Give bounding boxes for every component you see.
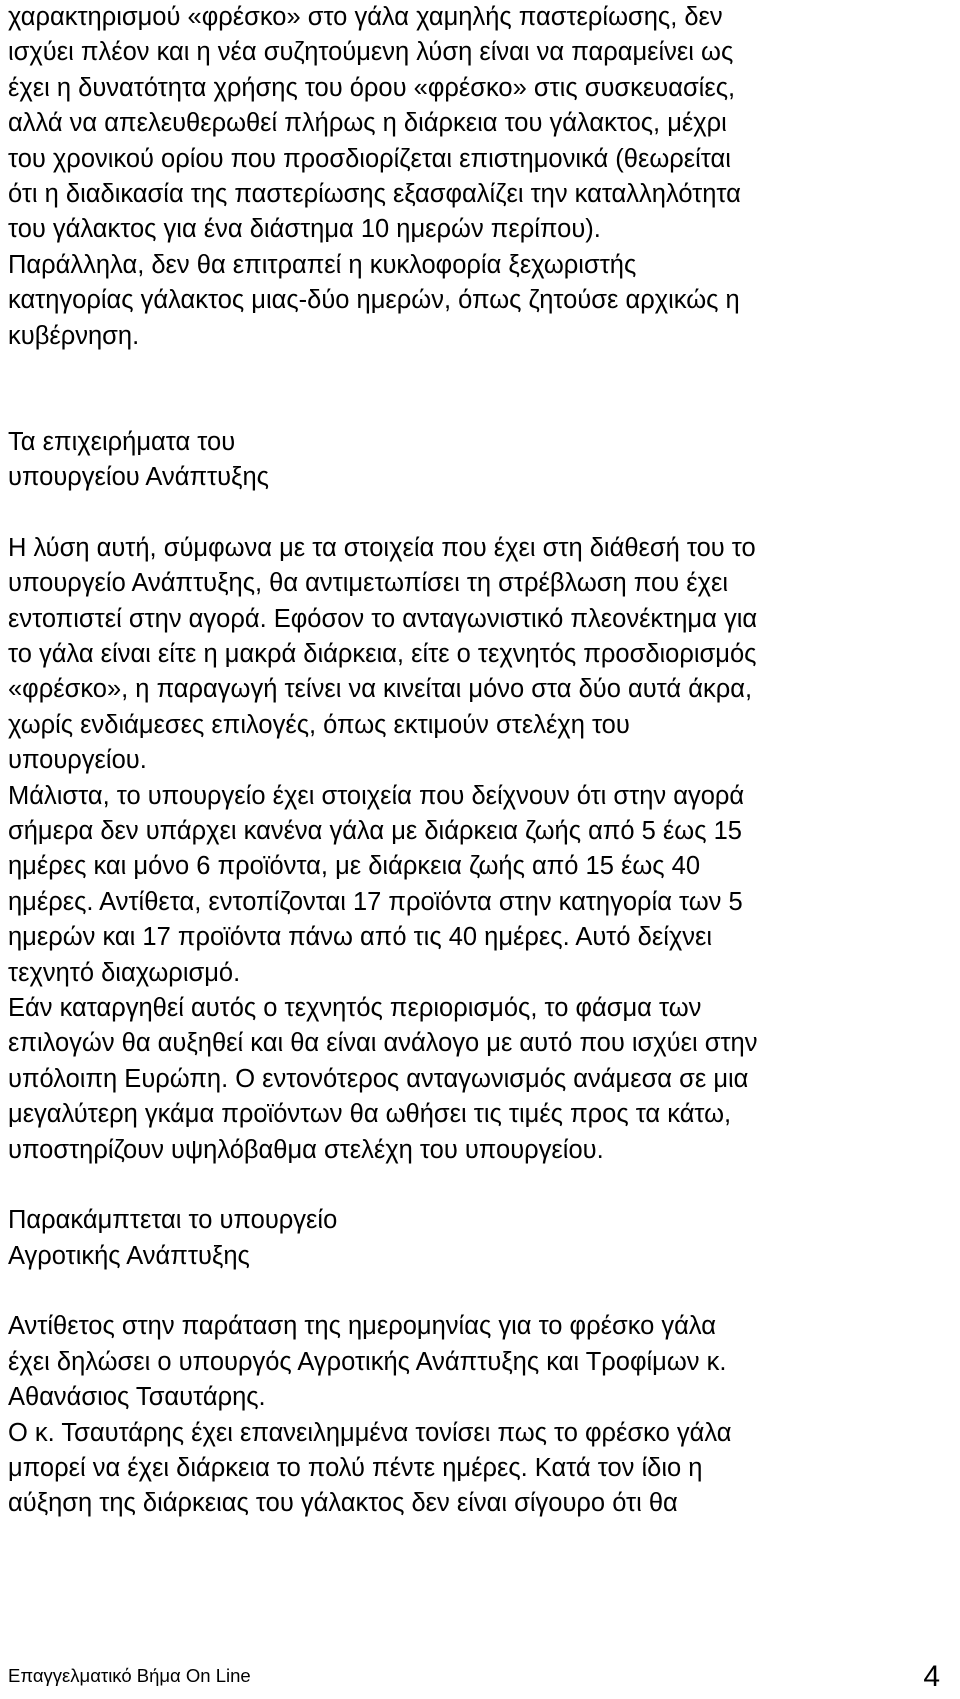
text-line: ότι η διαδικασία της παστερίωσης εξασφαλίζει την καταλληλότητα: [8, 179, 741, 208]
text-line: Εάν καταργηθεί αυτός ο τεχνητός περιορισμός, το φάσμα των: [8, 993, 702, 1022]
text-line: κατηγορίας γάλακτος μιας-δύο ημερών, όπως ζητούσε αρχικώς η: [8, 286, 740, 315]
footer-publication-name: Επαγγελματικό Βήμα On Line: [8, 1665, 251, 1686]
section-heading: [8, 425, 952, 496]
body-paragraph: [8, 1309, 952, 1521]
body-paragraph: [8, 0, 952, 354]
text-line: ημέρες και μόνο 6 προϊόντα, με διάρκεια ζωής από 15 έως 40: [8, 852, 701, 881]
text-line: αύξηση της διάρκειας του γάλακτος δεν είναι σίγουρο ότι θα: [8, 1489, 678, 1518]
text-line: «φρέσκο», η παραγωγή τείνει να κινείται μόνο στα δύο αυτά άκρα,: [8, 675, 753, 704]
text-line: χαρακτηρισμού «φρέσκο» στο γάλα χαμηλής παστερίωσης, δεν: [8, 3, 723, 31]
text-line: ισχύει πλέον και η νέα συζητούμενη λύση είναι να παραμείνει ως: [8, 38, 734, 67]
text-line: υπουργείο Ανάπτυξης, θα αντιμετωπίσει τη στρέβλωση που έχει: [8, 569, 729, 598]
text-line: Αθανάσιος Τσαυτάρης.: [8, 1383, 266, 1412]
text-line: του γάλακτος για ένα διάστημα 10 ημερών περίπου).: [8, 215, 601, 244]
text-line: του χρονικού ορίου που προσδιορίζεται επιστημονικά (θεωρείται: [8, 144, 731, 173]
spacer: [8, 354, 952, 389]
heading-line: υπουργείου Ανάπτυξης: [8, 463, 269, 492]
heading-line: Τα επιχειρήματα του: [8, 427, 236, 456]
text-line: Αντίθετος στην παράταση της ημερομηνίας για το φρέσκο γάλα: [8, 1312, 716, 1341]
page-footer: [8, 1655, 952, 1699]
spacer: [8, 1168, 952, 1203]
text-line: αλλά να απελευθερωθεί πλήρως η διάρκεια του γάλακτος, μέχρι: [8, 109, 727, 138]
text-line: μπορεί να έχει διάρκεια το πολύ πέντε ημέρες. Κατά τον ίδιο η: [8, 1454, 703, 1483]
body-paragraph: [8, 531, 952, 1168]
text-line: ημέρες. Αντίθετα, εντοπίζονται 17 προϊόντα στην κατηγορία των 5: [8, 887, 743, 916]
spacer: [8, 495, 952, 530]
text-line: έχει η δυνατότητα χρήσης του όρου «φρέσκο» στις συσκευασίες,: [8, 73, 736, 102]
page-number: 4: [923, 1660, 940, 1693]
text-line: εντοπιστεί στην αγορά. Εφόσον το ανταγωνιστικό πλεονέκτημα για: [8, 604, 758, 633]
text-line: υποστηρίζουν υψηλόβαθμα στελέχη του υπουργείου.: [8, 1135, 604, 1164]
text-line: χωρίς ενδιάμεσες επιλογές, όπως εκτιμούν στελέχη του: [8, 710, 630, 739]
text-line: τεχνητό διαχωρισμό.: [8, 958, 241, 987]
text-line: σήμερα δεν υπάρχει κανένα γάλα με διάρκεια ζωής από 5 έως 15: [8, 816, 742, 845]
text-line: Μάλιστα, το υπουργείο έχει στοιχεία που δείχνουν ότι στην αγορά: [8, 781, 745, 810]
heading-line: Παρακάμπτεται το υπουργείο: [8, 1206, 338, 1235]
text-line: Ο κ. Τσαυτάρης έχει επανειλημμένα τονίσει πως το φρέσκο γάλα: [8, 1418, 732, 1447]
text-line: έχει δηλώσει ο υπουργός Αγροτικής Ανάπτυξης και Τροφίμων κ.: [8, 1347, 727, 1376]
text-line: μεγαλύτερη γκάμα προϊόντων θα ωθήσει τις τιμές προς τα κάτω,: [8, 1100, 732, 1129]
text-line: υπουργείου.: [8, 746, 147, 775]
text-line: κυβέρνηση.: [8, 321, 140, 350]
section-heading: [8, 1203, 952, 1274]
text-line: ημερών και 17 προϊόντα πάνω από τις 40 ημέρες. Αυτό δείχνει: [8, 923, 713, 952]
text-line: επιλογών θα αυξηθεί και θα είναι ανάλογο με αυτό που ισχύει στην: [8, 1029, 758, 1058]
heading-line: Αγροτικής Ανάπτυξης: [8, 1241, 250, 1270]
text-line: Παράλληλα, δεν θα επιτραπεί η κυκλοφορία ξεχωριστής: [8, 250, 637, 279]
text-line: το γάλα είναι είτε η μακρά διάρκεια, είτε ο τεχνητός προσδιορισμός: [8, 640, 757, 669]
text-line: Η λύση αυτή, σύμφωνα με τα στοιχεία που έχει στη διάθεσή του το: [8, 533, 756, 562]
text-line: υπόλοιπη Ευρώπη. Ο εντονότερος ανταγωνισμός ανάμεσα σε μια: [8, 1064, 749, 1093]
document-page: [8, 0, 952, 1522]
spacer: [8, 1274, 952, 1309]
spacer: [8, 389, 952, 424]
